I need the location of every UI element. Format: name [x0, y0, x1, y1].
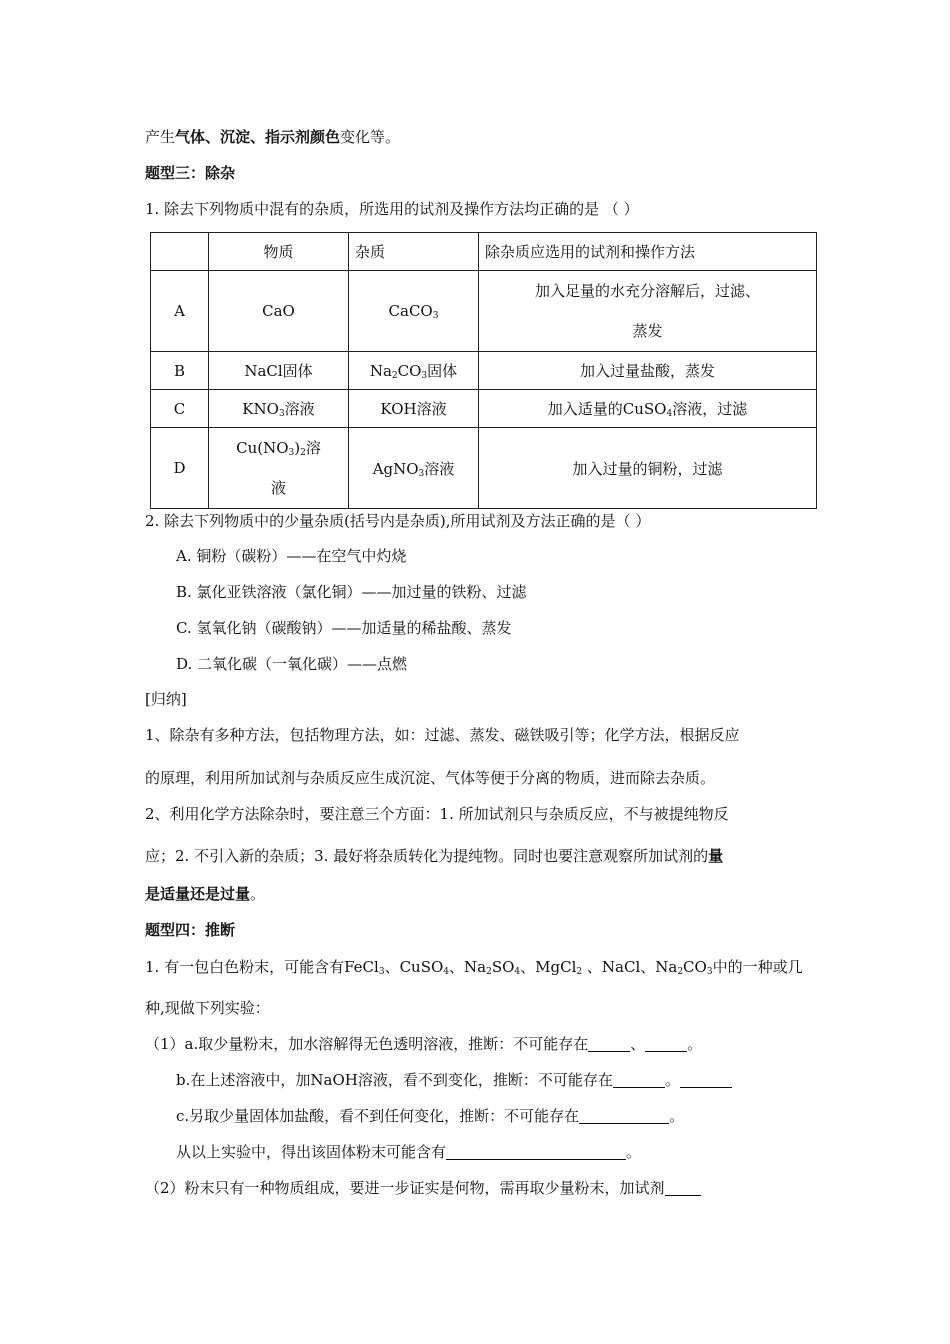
table-header-row	[151, 233, 817, 271]
answer-blank[interactable]	[579, 1108, 669, 1124]
table-row	[151, 428, 817, 509]
step1-d: 从以上实验中，得出该固体粉末可能含有 。	[176, 1143, 642, 1161]
intro-suffix: 变化等。	[340, 128, 401, 146]
row-substance: NaCl固体	[209, 352, 349, 390]
table-header-cell: 物质	[209, 233, 349, 271]
section4-q1-line1: 1. 有一包白色粉末，可能含有FeCl$_3$、CuSO$_4$、$Na_2SO_4$、MgCl$_2$ 、NaCl、$Na_2CO_3$中的一种或几	[145, 958, 803, 977]
section3-q1: 1. 除去下列物质中混有的杂质，所选用的试剂及操作方法均正确的是 （ ）	[145, 200, 639, 218]
table-header-cell: 除杂质应选用的试剂和操作方法	[479, 233, 817, 271]
row-impurity: $Na_2CO_3$固体	[349, 352, 479, 390]
row-impurity: KOH溶液	[349, 390, 479, 428]
row-impurity: AgNO$_3$溶液	[349, 428, 479, 509]
row-label: B	[151, 352, 209, 390]
row-substance: CaO	[209, 271, 349, 352]
answer-blank[interactable]	[645, 1036, 687, 1052]
section4-q1-line2: 种,现做下列实验：	[145, 999, 270, 1017]
q2-option: C. 氢氧化钠（碳酸钠）——加适量的稀盐酸、蒸发	[176, 619, 512, 637]
summary-tag: [归纳]	[145, 690, 187, 708]
q2-option: D. 二氧化碳（一氧化碳）——点燃	[176, 655, 408, 673]
summary-2-line3: 是适量还是过量。	[145, 885, 266, 903]
row-impurity: CaCO$_3$	[349, 271, 479, 352]
intro-prefix: 产生	[145, 128, 176, 146]
summary-1-line2: 的原理，利用所加试剂与杂质反应生成沉淀、气体等便于分离的物质，进而除去杂质。	[145, 769, 716, 787]
row-label: A	[151, 271, 209, 352]
answer-blank[interactable]	[665, 1180, 701, 1196]
row-substance: $KNO_3$溶液	[209, 390, 349, 428]
section3-q2: 2. 除去下列物质中的少量杂质(括号内是杂质),所用试剂及方法正确的是（ ）	[145, 512, 651, 530]
row-method: 加入足量的水充分溶解后，过滤、 蒸发	[479, 271, 817, 352]
table-row	[151, 352, 817, 390]
table-header-cell: 杂质	[349, 233, 479, 271]
answer-blank[interactable]	[613, 1072, 665, 1088]
row-method: 加入过量盐酸，蒸发	[479, 352, 817, 390]
table-header-cell	[151, 233, 209, 271]
row-label: D	[151, 428, 209, 509]
table-row	[151, 271, 817, 352]
section4-heading: 题型四：推断	[145, 921, 236, 939]
row-label: C	[151, 390, 209, 428]
row-substance: $Cu(NO_3)_2$溶 液	[209, 428, 349, 509]
step1-c: c.另取少量固体加盐酸，看不到任何变化，推断：不可能存在 。	[176, 1107, 685, 1125]
q2-option: B. 氯化亚铁溶液（氯化铜）——加过量的铁粉、过滤	[176, 583, 527, 601]
summary-2-line1: 2、利用化学方法除杂时，要注意三个方面：1. 所加试剂只与杂质反应，不与被提纯物反	[145, 805, 729, 823]
table-row	[151, 390, 817, 428]
step2: （2）粉末只有一种物质组成，要进一步证实是何物，需再取少量粉末，加试剂	[145, 1178, 701, 1198]
summary-2-line2: 应；2. 不引入新的杂质；3. 最好将杂质转化为提纯物。同时也要注意观察所加试剂的量	[145, 847, 724, 865]
row-method: 加入过量的铜粉，过滤	[479, 428, 817, 509]
step1-b: b.在上述溶液中，加NaOH溶液，看不到变化，推断：不可能存在 。	[176, 1070, 732, 1090]
summary-1-line1: 1、除杂有多种方法，包括物理方法，如：过滤、蒸发、磁铁吸引等；化学方法，根据反应	[145, 726, 740, 744]
intro-line	[145, 127, 400, 147]
section3-heading: 题型三：除杂	[145, 164, 236, 182]
impurity-table	[150, 232, 817, 509]
step1-a: （1）a.取少量粉末，加水溶解得无色透明溶液，推断：不可能存在 、 。	[145, 1035, 703, 1053]
q2-option: A. 铜粉（碳粉）——在空气中灼烧	[176, 547, 407, 565]
intro-bold: 气体、沉淀、指示剂颜色	[175, 128, 341, 146]
answer-blank[interactable]	[680, 1072, 732, 1088]
answer-blank[interactable]	[446, 1144, 626, 1160]
answer-blank[interactable]	[588, 1036, 630, 1052]
row-method: 加入适量的CuSO$_4$溶液，过滤	[479, 390, 817, 428]
